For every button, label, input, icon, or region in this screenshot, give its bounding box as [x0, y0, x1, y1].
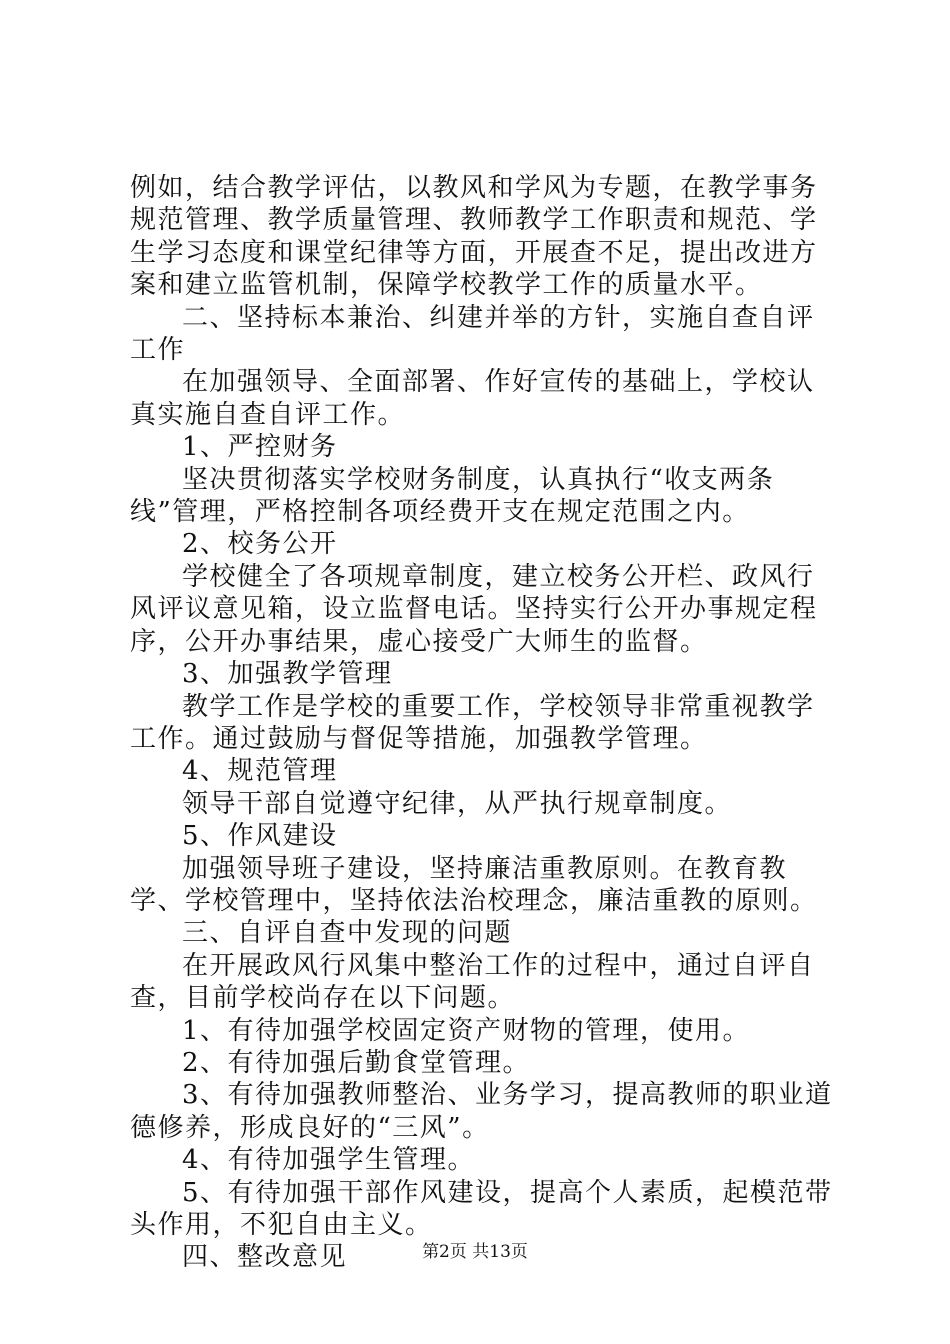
sub-heading: 1、严控财务	[182, 432, 338, 463]
paragraph: 在加强领导、全面部署、作好宣传的基础上，学校认真实施自查自评工作。	[130, 367, 815, 430]
section-heading: 三、自评自查中发现的问题	[182, 918, 513, 949]
section-heading: 四、整改意见	[182, 1242, 348, 1273]
sub-heading: 3、加强教学管理	[182, 659, 393, 690]
list-item: 3、有待加强教师整治、业务学习，提高教师的职业道德修养，形成良好的“三风”。	[130, 1080, 833, 1143]
paragraph: 领导干部自觉遵守纪律，从严执行规章制度。	[182, 788, 733, 819]
paragraph: 教学工作是学校的重要工作，学校领导非常重视教学工作。通过鼓励与督促等措施，加强教学管理。	[130, 691, 815, 754]
paragraph: 加强领导班子建设，坚持廉洁重教原则。在教育教学、学校管理中，坚持依法治校理念，廉洁重教的原则。	[130, 853, 818, 916]
document-body	[130, 172, 835, 1274]
sub-heading: 5、作风建设	[182, 821, 338, 852]
page-number-label: 第2页 共13页	[422, 1242, 528, 1262]
list-item: 2、有待加强后勤食堂管理。	[182, 1047, 531, 1078]
list-item: 4、有待加强学生管理。	[182, 1145, 476, 1176]
paragraph: 坚决贯彻落实学校财务制度，认真执行“收支两条线”管理，严格控制各项经费开支在规定范围之内。	[130, 464, 775, 528]
list-item: 5、有待加强干部作风建设，提高个人素质，起模范带头作用，不犯自由主义。	[130, 1177, 833, 1240]
list-item: 1、有待加强学校固定资产财物的管理，使用。	[182, 1015, 751, 1046]
sub-heading: 2、校务公开	[182, 529, 338, 560]
paragraph: 学校健全了各项规章制度，建立校务公开栏、政风行风评议意见箱，设立监督电话。坚持实行公开办事规定程序，公开办事结果，虚心接受广大师生的监督。	[130, 561, 818, 657]
paragraph: 在开展政风行风集中整治工作的过程中，通过自评自查，目前学校尚存在以下问题。	[130, 950, 815, 1014]
section-heading: 二、坚持标本兼治、纠建并举的方针，实施自查自评工作	[130, 302, 815, 366]
page-footer	[0, 1242, 950, 1262]
sub-heading: 4、规范管理	[182, 756, 338, 787]
paragraph: 例如，结合教学评估，以教风和学风为专题，在教学事务规范管理、教学质量管理、教师教学工作职责和规范、学生学习态度和课堂纪律等方面，开展查不足，提出改进方案和建立监管机制，保障学校教学工作的质量水平。	[130, 173, 818, 301]
